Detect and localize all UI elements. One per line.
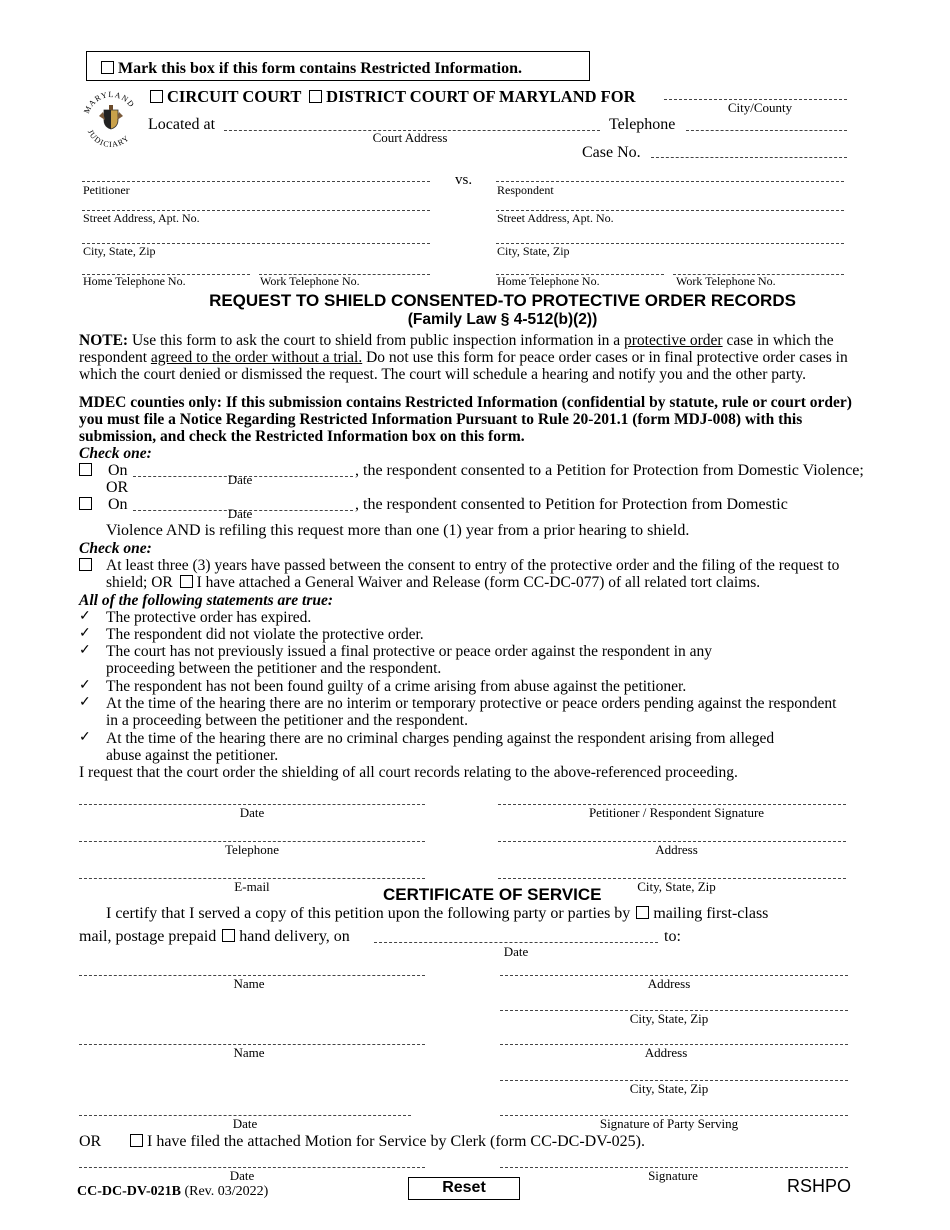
served-city-2-label: City, State, Zip (629, 1081, 709, 1096)
svg-text:JUDICIARY (86, 128, 131, 149)
service-date-label: Date (503, 944, 529, 959)
motion-or-label: OR (79, 1133, 102, 1150)
note-text-1: Use this form to ask the court to shield from public inspection information in a (131, 332, 621, 349)
reset-button[interactable]: Reset (408, 1177, 520, 1200)
statement-2-check-icon: ✓ (79, 626, 91, 641)
motion-service-clerk-label: I have filed the attached Motion for Service by Clerk (form CC-DC-DV-025). (147, 1133, 645, 1150)
restricted-info-label: Mark this box if this form contains Restricted Information. (118, 60, 522, 77)
certificate-text-1: I certify that I served a copy of this petition upon the following party or parties by (106, 905, 631, 922)
seal-top-text: MARYLAND (82, 89, 137, 115)
maryland-judiciary-seal (80, 86, 142, 150)
case-no-label: Case No. (582, 144, 641, 161)
three-years-text: At least three (3) years have passed between the consent to entry of the protective order and the filing of the request to (106, 557, 840, 574)
note-link-agreed: agreed to the order without a trial. (150, 349, 363, 366)
note-label: NOTE: (79, 332, 129, 349)
mailing-checkbox[interactable] (636, 906, 649, 919)
note-text-2: case in which the respondent (79, 332, 834, 366)
respondent-label: Respondent (497, 183, 554, 197)
certificate-text-2: mail, postage prepaid (79, 928, 217, 945)
serving-signature-label: Signature of Party Serving (599, 1116, 739, 1131)
statement-2: The respondent did not violate the protective order. (106, 626, 424, 643)
consent-option-1-on: On (108, 462, 128, 479)
served-name-2-label: Name (233, 1045, 265, 1060)
consent-or-label: OR (106, 479, 129, 496)
motion-signature-label: Signature (648, 1168, 698, 1183)
mdec-paragraph (79, 394, 879, 445)
general-waiver-checkbox[interactable] (180, 575, 193, 588)
signature-email-label: E-mail (234, 879, 270, 894)
district-court-label: DISTRICT COURT OF MARYLAND FOR (326, 87, 636, 106)
statement-1: The protective order has expired. (106, 609, 312, 626)
telephone-label: Telephone (609, 116, 676, 133)
service-date-field[interactable] (374, 942, 658, 943)
served-city-1-label: City, State, Zip (629, 1011, 709, 1026)
statement-5-cont: in a proceeding between the petitioner and the respondent. (106, 712, 468, 729)
statement-3-cont: proceeding between the petitioner and the respondent. (106, 660, 442, 677)
petitioner-label: Petitioner (83, 183, 130, 197)
form-title: REQUEST TO SHIELD CONSENTED-TO PROTECTIVE ORDER RECORDS (209, 291, 796, 310)
mdec-label: MDEC counties only: (79, 394, 222, 411)
court-address-label: Court Address (372, 130, 448, 145)
three-years-text-cont: shield; OR (106, 574, 173, 591)
form-code: RSHPO (787, 1176, 852, 1196)
check-one-heading-1: Check one: (79, 445, 152, 462)
consent-option-2-continuation: Violence AND is refiling this request more than one (1) year from a prior hearing to shield. (106, 522, 690, 539)
petitioner-work-phone-label: Work Telephone No. (260, 274, 360, 288)
restricted-info-box (86, 51, 590, 81)
respondent-work-phone-label: Work Telephone No. (676, 274, 776, 288)
mailing-label: mailing first-class (653, 905, 769, 922)
form-subtitle: (Family Law § 4-512(b)(2)) (407, 311, 598, 328)
petitioner-street-label: Street Address, Apt. No. (83, 211, 200, 225)
statement-5-check-icon: ✓ (79, 695, 91, 710)
hand-delivery-label: hand delivery, on (239, 928, 350, 945)
signature-date-label: Date (239, 805, 265, 820)
motion-service-clerk-checkbox[interactable] (130, 1134, 143, 1147)
statement-6-cont: abuse against the petitioner. (106, 747, 279, 764)
signature-address-label: Address (655, 842, 698, 857)
statements-heading: All of the following statements are true: (79, 592, 334, 609)
restricted-info-checkbox[interactable] (101, 61, 114, 74)
three-years-checkbox[interactable] (79, 558, 92, 571)
circuit-court-checkbox[interactable] (150, 90, 163, 103)
statement-6-check-icon: ✓ (79, 730, 91, 745)
circuit-court-label: CIRCUIT COURT (167, 87, 302, 106)
statement-3: The court has not previously issued a final protective or peace order against the respondent in any (106, 643, 713, 660)
served-name-1-label: Name (233, 976, 265, 991)
motion-date-label: Date (229, 1168, 255, 1183)
statement-4-check-icon: ✓ (79, 678, 91, 693)
district-court-checkbox[interactable] (309, 90, 322, 103)
consent-option-2-on: On (108, 496, 128, 513)
serving-date-label: Date (232, 1116, 258, 1131)
statement-6: At the time of the hearing there are no criminal charges pending against the respondent arising from alleged (106, 730, 775, 747)
statement-3-check-icon: ✓ (79, 643, 91, 658)
served-address-2-label: Address (644, 1045, 688, 1060)
statement-1-check-icon: ✓ (79, 609, 91, 624)
petitioner-home-phone-label: Home Telephone No. (83, 274, 186, 288)
located-at-label: Located at (148, 116, 216, 133)
respondent-name-field[interactable] (496, 181, 844, 182)
statement-5: At the time of the hearing there are no interim or temporary protective or peace orders pending against the respondent (106, 695, 837, 712)
consent-option-2-date-label: Date (227, 506, 253, 521)
court-telephone-field[interactable] (686, 130, 847, 131)
seal-bottom-text: JUDICIARY (85, 128, 132, 150)
case-no-field[interactable] (651, 157, 847, 158)
form-revision: (Rev. 03/2022) (184, 1184, 269, 1199)
petitioner-city-label: City, State, Zip (83, 244, 156, 258)
check-one-heading-2: Check one: (79, 540, 152, 557)
note-text-3: Do not use this form for peace order cases or in final protective order cases in which the court denied or dismissed the request. The court will schedule a hearing and notify you and the other party. (79, 349, 848, 383)
statement-4: The respondent has not been found guilty of a crime arising from abuse against the petitioner. (106, 678, 687, 695)
served-address-1-label: Address (647, 976, 691, 991)
certificate-to-label: to: (664, 928, 681, 945)
respondent-home-phone-label: Home Telephone No. (497, 274, 600, 288)
respondent-street-label: Street Address, Apt. No. (497, 211, 614, 225)
consent-option-2-text: , the respondent consented to Petition for Protection from Domestic (355, 496, 788, 513)
consent-option-1-checkbox[interactable] (79, 463, 92, 476)
signature-telephone-label: Telephone (225, 842, 279, 857)
hand-delivery-checkbox[interactable] (222, 929, 235, 942)
vs-label: vs. (455, 172, 473, 188)
city-county-label: City/County (727, 100, 793, 115)
form-number: CC-DC-DV-021B (77, 1184, 181, 1199)
mdec-text: If this submission contains Restricted Information (confidential by statute, rule or court order) you must file a Notice Regarding Restricted Information Pursuant to Rule 20-201.1 (form MDJ-008) with this submission, and check the Restricted Information box on this form. (79, 394, 852, 445)
certificate-title: CERTIFICATE OF SERVICE (383, 885, 602, 904)
consent-option-1-text: , the respondent consented to a Petition for Protection from Domestic Violence; (355, 462, 864, 479)
request-statement: I request that the court order the shielding of all court records relating to the above-referenced proceeding. (79, 764, 738, 781)
general-waiver-text: I have attached a General Waiver and Release (form CC-DC-077) of all related tort claims. (196, 574, 761, 591)
note-link-protective-order: protective order (624, 332, 723, 349)
respondent-city-label: City, State, Zip (497, 244, 570, 258)
note-paragraph (79, 332, 869, 383)
seal-crest-icon (99, 105, 123, 129)
petitioner-name-field[interactable] (82, 181, 430, 182)
consent-option-2-checkbox[interactable] (79, 497, 92, 510)
petitioner-respondent-signature-label: Petitioner / Respondent Signature (588, 805, 765, 820)
consent-option-1-date-label: Date (227, 472, 253, 487)
signature-city-label: City, State, Zip (637, 879, 716, 894)
